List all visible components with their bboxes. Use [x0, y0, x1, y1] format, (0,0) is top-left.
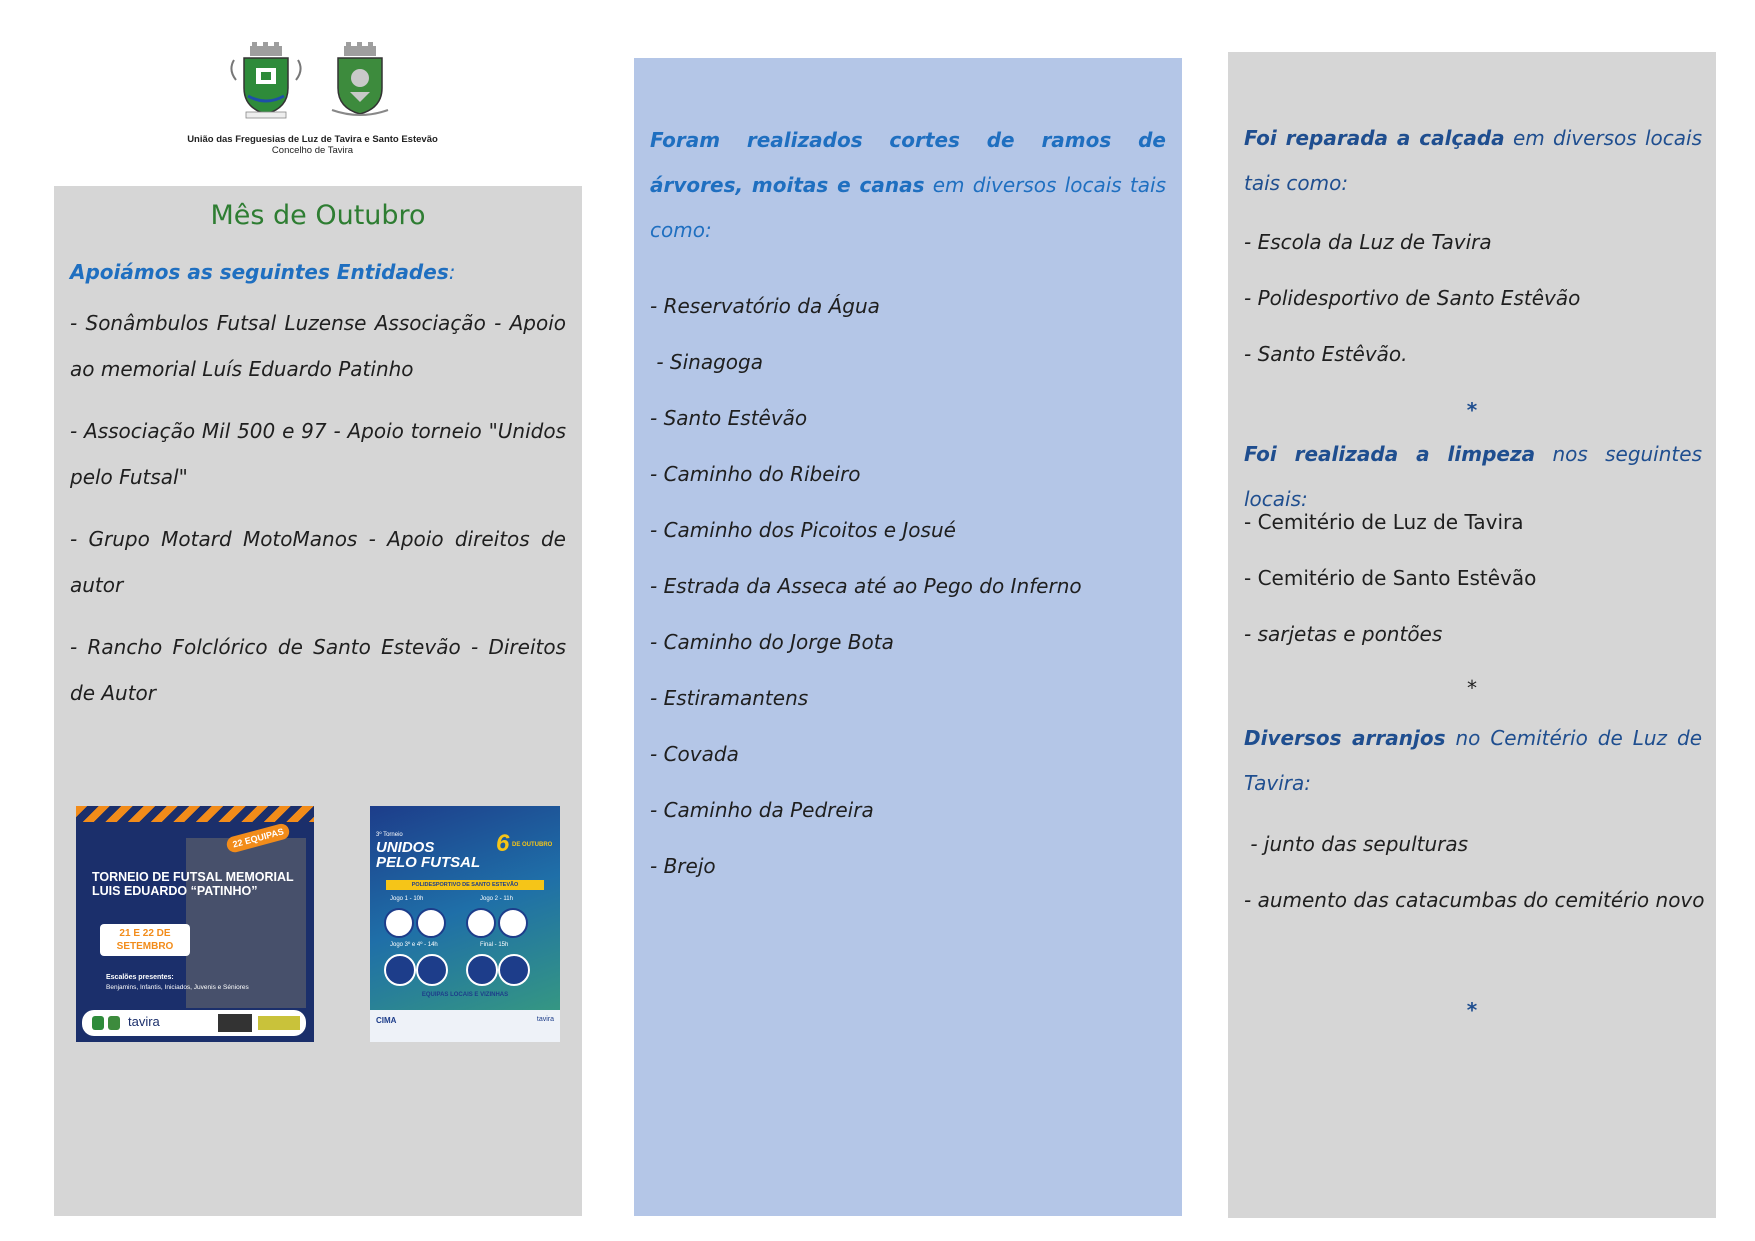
poster-1-date-line-2: SETEMBRO	[116, 941, 174, 952]
entity-item-2: - Associação Mil 500 e 97 - Apoio torneio "Unidos pelo Futsal"	[70, 419, 566, 489]
cleaning-heading-rest: nos seguintes locais:	[1244, 442, 1702, 511]
poster-2-edition: 3º Torneio	[376, 832, 403, 838]
cleaning-item-3: - sarjetas e pontões	[1244, 622, 1443, 646]
month-title: Mês de Outubro	[210, 200, 426, 231]
poster-1-title	[92, 870, 302, 898]
poster-1-footer-label: Escalões presentes:	[106, 974, 174, 981]
left-panel	[54, 186, 582, 1216]
heading-colon: :	[448, 260, 456, 284]
entity-item-1: - Sonâmbulos Futsal Luzense Associação - Apoio ao memorial Luís Eduardo Patinho	[70, 311, 566, 381]
logos	[150, 40, 475, 120]
crest-small-icon	[108, 1016, 120, 1030]
team-badge-icon	[498, 908, 528, 938]
cleaning-item-2: - Cemitério de Santo Estêvão	[1244, 566, 1537, 590]
cuts-item-11: - Brejo	[650, 854, 716, 878]
right-panel	[1228, 52, 1716, 1218]
winner-slot-icon	[384, 954, 416, 986]
entity-item-4: - Rancho Folclórico de Santo Estevão - Direitos de Autor	[70, 635, 566, 705]
poster-photo	[186, 838, 306, 1008]
entity-item-3: - Grupo Motard MotoManos - Apoio direitos de autor	[70, 527, 566, 597]
pavement-item-1: - Escola da Luz de Tavira	[1244, 230, 1492, 254]
poster-2-title-line-1: UNIDOS	[376, 839, 435, 856]
sponsor-cima: CIMA	[376, 1016, 397, 1025]
crest-small-icon	[92, 1016, 104, 1030]
luz-de-tavira-crest-icon	[226, 40, 306, 120]
repairs-item-2: - aumento das catacumbas do cemitério novo	[1244, 888, 1705, 912]
poster-2-game-final: Final - 15h	[480, 942, 509, 948]
cuts-item-10: - Caminho da Pedreira	[650, 798, 874, 822]
cuts-item-8: - Estiramantens	[650, 686, 809, 710]
team-badge-icon	[416, 908, 446, 938]
pavement-heading-rest: em diversos locais tais como:	[1244, 126, 1703, 195]
repairs-heading-rest: no Cemitério de Luz de Tavira:	[1244, 726, 1702, 795]
poster-2-date-suffix: DE OUTUBRO	[512, 842, 553, 848]
pavement-item-3: - Santo Estêvão.	[1244, 342, 1408, 366]
separator-star-3: *	[1466, 998, 1478, 1022]
poster-2-date-day: 6	[496, 830, 510, 857]
header	[150, 40, 475, 160]
repairs-heading	[1244, 716, 1702, 806]
cuts-item-3: - Santo Estêvão	[650, 406, 808, 430]
cuts-item-9: - Covada	[650, 742, 739, 766]
pavement-heading	[1244, 116, 1702, 206]
cuts-heading-rest: em diversos locais tais como:	[650, 173, 1166, 242]
tavira-brand: tavira	[128, 1014, 160, 1029]
cleaning-heading-bold: Foi realizada a limpeza	[1244, 442, 1536, 466]
cuts-item-4: - Caminho do Ribeiro	[650, 462, 861, 486]
hazard-stripe	[76, 806, 314, 822]
poster-1-title-line-2: LUIS EDUARDO “PATINHO”	[92, 884, 258, 898]
cleaning-heading	[1244, 432, 1702, 522]
pavement-item-2: - Polidesportivo de Santo Estêvão	[1244, 286, 1581, 310]
poster-futsal-memorial	[76, 806, 314, 1042]
poster-2-footer: EQUIPAS LOCAIS E VIZINHAS	[421, 992, 509, 998]
poster-1-sponsor-bar	[82, 1010, 306, 1036]
poster-1-footer-text: Benjamins, Infantis, Iniciados, Juvenis e Séniores	[106, 984, 249, 991]
winner-slot-icon	[498, 954, 530, 986]
cuts-item-2: - Sinagoga	[650, 350, 763, 374]
sponsor-logo	[218, 1014, 252, 1032]
repairs-item-1: - junto das sepulturas	[1244, 832, 1469, 856]
poster-2-game-1: Jogo 1 - 10h	[390, 896, 424, 902]
cuts-item-1: - Reservatório da Água	[650, 294, 880, 318]
poster-2-venue: POLIDESPORTIVO DE SANTO ESTEVÃO	[386, 880, 544, 890]
winner-slot-icon	[466, 954, 498, 986]
separator-star-2: *	[1467, 676, 1477, 700]
cleaning-item-1: - Cemitério de Luz de Tavira	[1244, 510, 1524, 534]
poster-2-title	[376, 840, 480, 870]
supported-entities-text: Apoiámos as seguintes Entidades	[70, 260, 449, 284]
poster-unidos-pelo-futsal	[370, 806, 560, 1042]
cuts-item-5: - Caminho dos Picoitos e Josué	[650, 518, 956, 542]
poster-1-date-line-1: 21 E 22 DE	[119, 928, 171, 939]
org-subtitle: Concelho de Tavira	[271, 145, 354, 156]
sponsor-logo	[258, 1016, 300, 1030]
middle-panel	[634, 58, 1182, 1216]
cuts-item-6: - Estrada da Asseca até ao Pego do Inferno	[650, 574, 1082, 598]
team-badge-icon	[384, 908, 414, 938]
cuts-heading-bold: Foram realizados cortes de ramos de árvores, moitas e canas	[650, 128, 1166, 197]
org-name: União das Freguesias de Luz de Tavira e Santo Estevão	[187, 134, 438, 145]
teams-badge: 22 EQUIPAS	[225, 822, 291, 854]
poster-2-sponsor-bar	[370, 1010, 560, 1042]
poster-2-title-line-2: PELO FUTSAL	[376, 854, 481, 871]
repairs-heading-bold: Diversos arranjos	[1244, 726, 1446, 750]
santo-estevao-crest-icon	[320, 40, 400, 120]
poster-2-game-3: Jogo 3º e 4º - 14h	[390, 942, 438, 948]
separator-star-1: *	[1466, 398, 1478, 422]
poster-1-date	[100, 924, 190, 956]
poster-2-game-2: Jogo 2 - 11h	[480, 896, 513, 902]
supported-entities-heading	[70, 260, 566, 284]
cuts-item-7: - Caminho do Jorge Bota	[650, 630, 894, 654]
pavement-heading-bold: Foi reparada a calçada	[1244, 126, 1505, 150]
sponsor-tavira: tavira	[536, 1016, 554, 1023]
winner-slot-icon	[416, 954, 448, 986]
team-badge-icon	[466, 908, 496, 938]
cuts-heading	[650, 118, 1166, 253]
poster-1-title-line-1: TORNEIO DE FUTSAL MEMORIAL	[92, 870, 294, 884]
